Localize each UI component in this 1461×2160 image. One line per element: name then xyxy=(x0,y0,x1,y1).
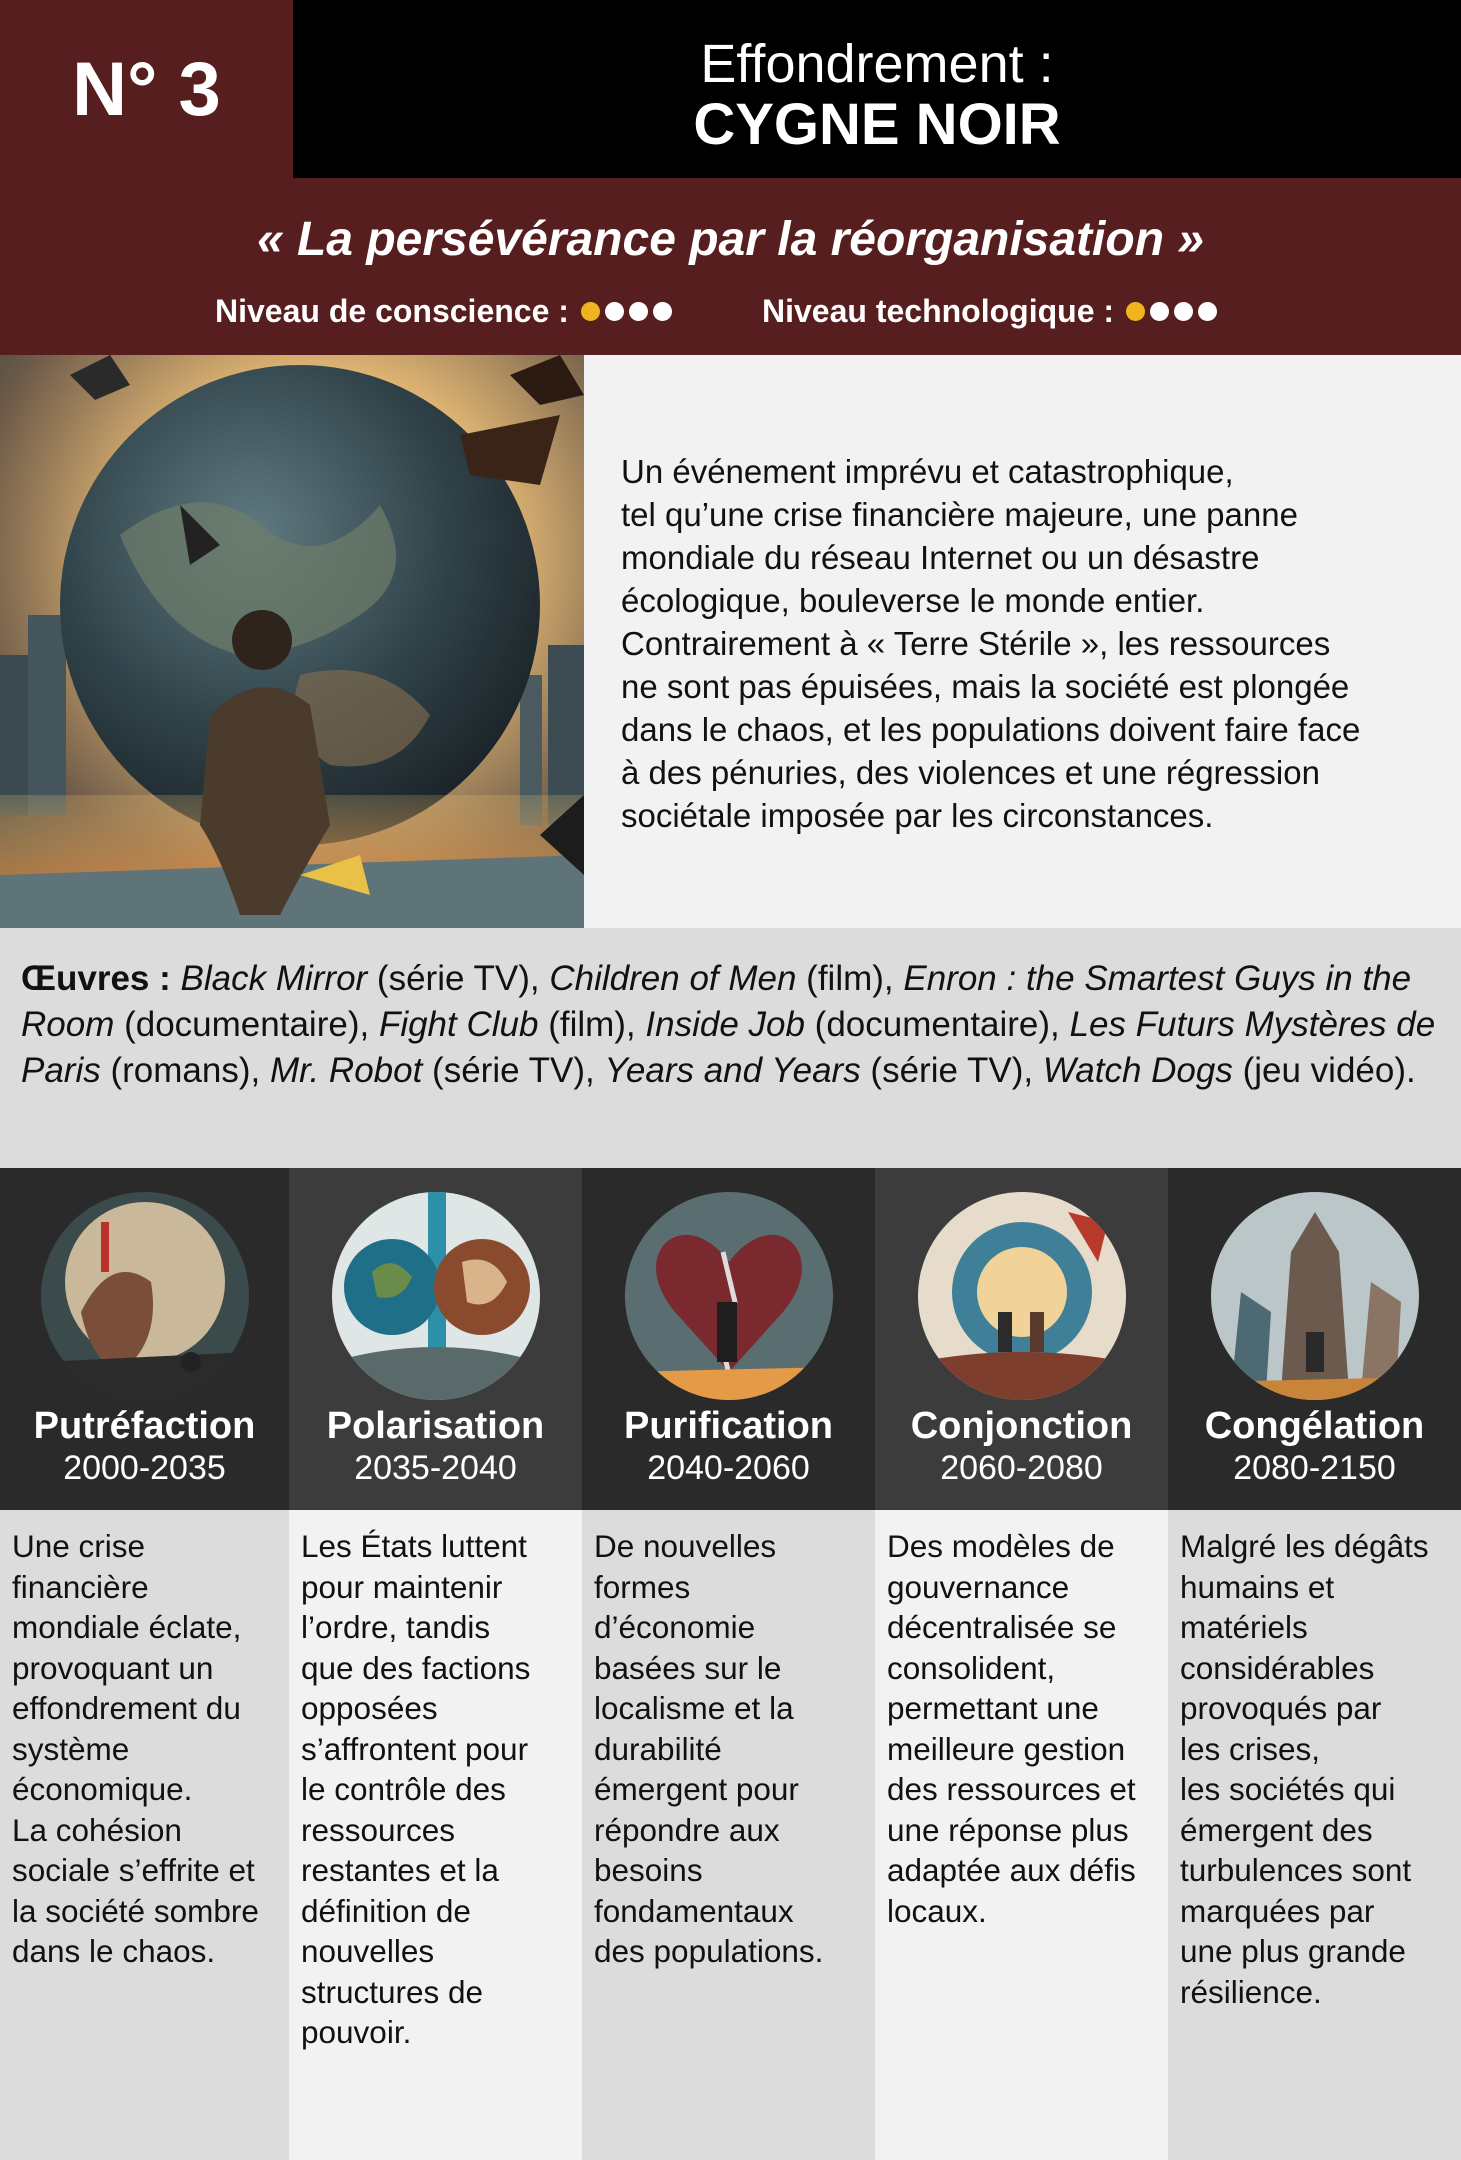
work-title: Mr. Robot xyxy=(269,1051,423,1090)
era-name: Congélation xyxy=(1204,1405,1425,1447)
era-purification xyxy=(582,1168,875,1510)
subtitle-band xyxy=(0,178,1461,355)
era-description-column xyxy=(289,1510,582,2160)
work-title: Black Mirror xyxy=(180,959,368,998)
level-dot-empty xyxy=(653,302,672,321)
level-dot-filled xyxy=(1126,302,1145,321)
era-descriptions xyxy=(0,1510,1461,2160)
works-list xyxy=(21,956,1446,1094)
scenario-description: Un événement imprévu et catastrophique, tel qu’une crise financière majeure, une panne mondiale du réseau Internet ou un désastre écologique, bouleverse le monde entier. Contrairement à « Terre Stérile », les ressources ne sont pas épuisées, mais la société est plongée dans le chaos, et les populations doivent faire face à des pénuries, des violences et une régression sociétale imposée par les circonstances. xyxy=(621,453,1361,834)
era-description: De nouvelles formes d’économie basées sur le localisme et la durabilité émergent pour répondre aux besoins fondamentaux des populations. xyxy=(594,1528,824,1969)
work-title: Watch Dogs xyxy=(1042,1051,1233,1090)
work-title: Les Futurs Mystères de Paris xyxy=(21,1005,1436,1090)
card-number: N° 3 xyxy=(0,0,293,178)
work-kind: (série TV), xyxy=(367,959,550,998)
level-dot-empty xyxy=(629,302,648,321)
work-title: Enron : the Smartest Guys in the Room xyxy=(21,959,1412,1044)
work-kind: (documentaire), xyxy=(114,1005,379,1044)
era-congelation xyxy=(1168,1168,1461,1510)
work-title: Inside Job xyxy=(645,1005,805,1044)
era-dates: 2035-2040 xyxy=(354,1449,517,1487)
hero-illustration xyxy=(0,355,584,928)
era-putrefaction xyxy=(0,1168,289,1510)
work-kind: (jeu vidéo). xyxy=(1232,1051,1416,1090)
page-title-prefix: Effondrement : xyxy=(700,34,1054,94)
header xyxy=(0,0,1461,178)
era-dates: 2060-2080 xyxy=(940,1449,1103,1487)
era-name: Putréfaction xyxy=(33,1405,256,1447)
era-polarisation xyxy=(289,1168,582,1510)
era-conjonction xyxy=(875,1168,1168,1510)
page-title: CYGNE NOIR xyxy=(693,92,1061,157)
portal-couple-illustration-image xyxy=(918,1192,1126,1400)
collapsing-globe-image xyxy=(0,355,584,928)
broken-heart-illustration-image xyxy=(625,1192,833,1400)
era-dates: 2080-2150 xyxy=(1233,1449,1396,1487)
era-description: Malgré les dégâts humains et matériels considérables provoqués par les crises, les sociétés qui émergent des turbulences sont marquées par une plus grande résilience. xyxy=(1180,1528,1429,2010)
era-timeline xyxy=(0,1168,1461,1510)
work-kind: (film), xyxy=(796,959,904,998)
conscience-level-label: Niveau de conscience : xyxy=(215,293,569,329)
level-dot-empty xyxy=(1150,302,1169,321)
era-name: Purification xyxy=(623,1405,834,1447)
era-description-column xyxy=(875,1510,1168,2160)
era-description-column xyxy=(0,1510,289,2160)
era-description-column xyxy=(1168,1510,1461,2160)
works-label: Œuvres : xyxy=(21,959,171,998)
description-panel xyxy=(584,355,1461,928)
work-kind: (série TV), xyxy=(860,1051,1043,1090)
tech-level-label: Niveau technologique : xyxy=(762,293,1115,329)
tech-level-dots xyxy=(1126,302,1217,321)
ornate-city-illustration-image xyxy=(1211,1192,1419,1400)
work-title: Years and Years xyxy=(604,1051,861,1090)
conscience-level xyxy=(215,293,672,330)
level-dot-empty xyxy=(1174,302,1193,321)
era-description-column xyxy=(582,1510,875,2160)
work-title: Children of Men xyxy=(549,959,797,998)
work-kind: (film), xyxy=(538,1005,646,1044)
era-dates: 2000-2035 xyxy=(63,1449,226,1487)
decaying-figure-illustration-image xyxy=(41,1192,249,1400)
era-dates: 2040-2060 xyxy=(647,1449,810,1487)
era-name: Conjonction xyxy=(910,1405,1133,1447)
work-kind: (documentaire), xyxy=(804,1005,1070,1044)
level-dot-filled xyxy=(581,302,600,321)
works-section xyxy=(0,928,1461,1168)
era-description: Une crise financière mondiale éclate, provoquant un effondrement du système économique. La cohésion sociale s’effrite et la société sombre dans le chaos. xyxy=(12,1528,259,1969)
level-dot-empty xyxy=(1198,302,1217,321)
conscience-level-dots xyxy=(581,302,672,321)
level-dot-empty xyxy=(605,302,624,321)
era-description: Les États luttent pour maintenir l’ordre, tandis que des factions opposées s’affrontent pour le contrôle des ressources restantes et la définition de nouvelles structures de pouvoir. xyxy=(301,1528,531,2050)
work-kind: (série TV), xyxy=(422,1051,605,1090)
era-description: Des modèles de gouvernance décentralisée se consolident, permettant une meilleure gestion des ressources et une réponse plus adaptée aux défis locaux. xyxy=(887,1528,1136,1929)
title-block xyxy=(293,0,1461,178)
work-kind: (romans), xyxy=(100,1051,270,1090)
work-title: Fight Club xyxy=(378,1005,539,1044)
split-planets-illustration-image xyxy=(332,1192,540,1400)
tech-level xyxy=(762,293,1217,330)
subtitle-quote: « La persévérance par la réorganisation » xyxy=(256,213,1205,266)
era-name: Polarisation xyxy=(326,1405,545,1447)
